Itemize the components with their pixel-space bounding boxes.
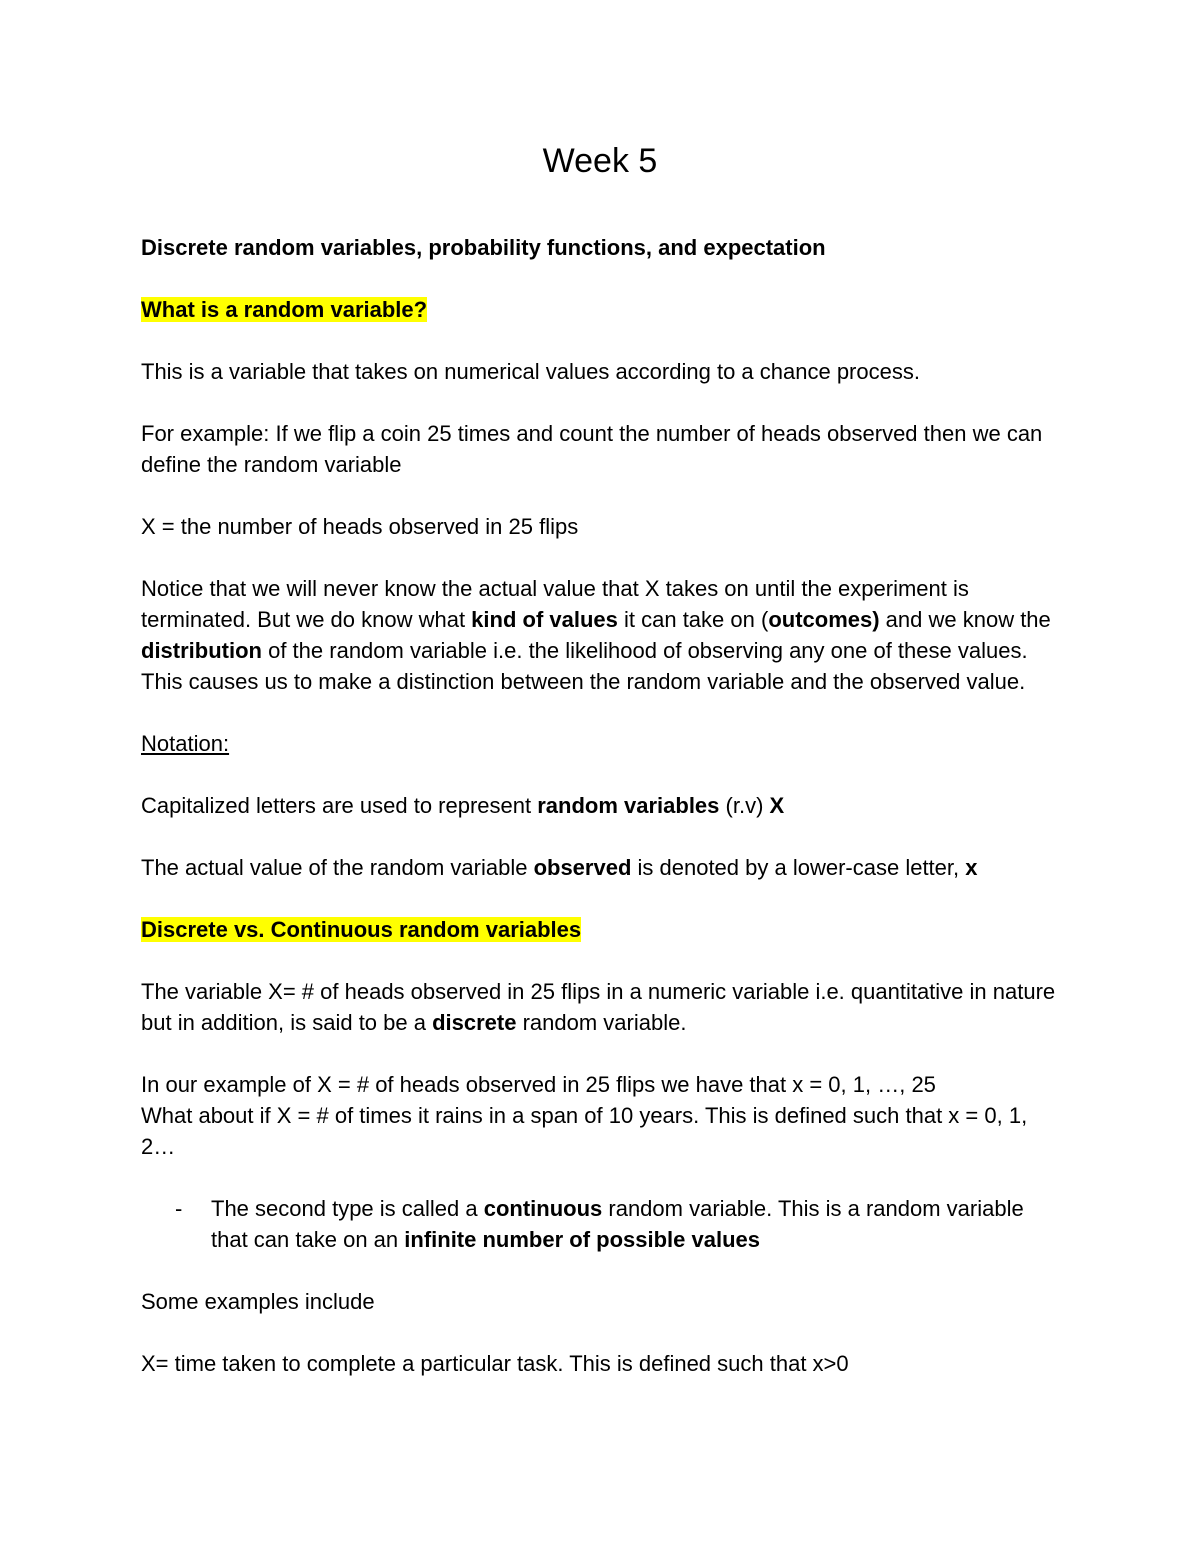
bullet-item xyxy=(141,1193,1056,1255)
capitalized-paragraph xyxy=(141,790,1056,821)
example-line-rain: What about if X = # of times it rains in a span of 10 years. This is defined such that x = 0, 1, 2… xyxy=(141,1103,1028,1159)
text-span: random variable. This is a random variable that can take on an xyxy=(211,1196,1024,1252)
bold-term: observed xyxy=(533,855,632,880)
example-line-heads: In our example of X = # of heads observed in 25 flips we have that x = 0, 1, …, 25 xyxy=(141,1072,936,1097)
time-example-paragraph: X= time taken to complete a particular task. This is defined such that x>0 xyxy=(141,1351,849,1376)
page-title: Week 5 xyxy=(542,142,658,180)
text-span: Capitalized letters are used to represent xyxy=(141,793,538,818)
actual-value-paragraph xyxy=(141,852,1056,883)
bold-term: infinite number of possible values xyxy=(404,1227,760,1252)
text-span: The variable X= # of heads observed in 25 flips in a numeric variable i.e. quantitative in nature but in addition, is said to be a xyxy=(141,979,1056,1035)
example-paragraph: For example: If we flip a coin 25 times and count the number of heads observed then we can define the random variable xyxy=(141,421,1043,477)
text-span: is denoted by a lower-case letter, xyxy=(631,855,966,880)
section-heading-random-variable xyxy=(141,294,1056,325)
bold-term: X xyxy=(769,793,785,818)
x-definition: X = the number of heads observed in 25 flips xyxy=(141,514,579,539)
highlighted-heading: Discrete vs. Continuous random variables xyxy=(141,917,582,942)
notice-paragraph xyxy=(141,573,1056,697)
bold-term: discrete xyxy=(432,1010,517,1035)
document-body xyxy=(141,232,1056,1410)
text-span: The second type is called a xyxy=(211,1196,484,1221)
highlighted-heading: What is a random variable? xyxy=(141,297,428,322)
text-span: and we know the xyxy=(879,607,1051,632)
text-span: it can take on ( xyxy=(617,607,769,632)
text-span: of the random variable i.e. the likelihood of observing any one of these values. This causes us to make a distinction between the random variable and the observed value. xyxy=(141,638,1028,694)
variable-paragraph xyxy=(141,976,1056,1038)
bold-term: x xyxy=(965,855,978,880)
document-heading xyxy=(141,232,1056,263)
some-examples-paragraph: Some examples include xyxy=(141,1289,375,1314)
text-span: (r.v) xyxy=(719,793,770,818)
bold-term: kind of values xyxy=(471,607,618,632)
bold-term: random variables xyxy=(537,793,720,818)
text-span: Notice that we will never know the actual value that X takes on until the experiment is terminated. But we do know what xyxy=(141,576,969,632)
notation-label: Notation: xyxy=(141,731,230,756)
text-span: random variable. xyxy=(516,1010,687,1035)
bold-term: continuous xyxy=(483,1196,603,1221)
definition-paragraph: This is a variable that takes on numerical values according to a chance process. xyxy=(141,359,920,384)
notation-label-paragraph xyxy=(141,728,1056,759)
bullet-dash: - xyxy=(175,1196,183,1221)
bold-term: outcomes) xyxy=(768,607,880,632)
section-heading-discrete-vs-continuous xyxy=(141,914,1056,945)
heading-text: Discrete random variables, probability functions, and expectation xyxy=(141,235,826,260)
bold-term: distribution xyxy=(141,638,262,663)
text-span: The actual value of the random variable xyxy=(141,855,534,880)
